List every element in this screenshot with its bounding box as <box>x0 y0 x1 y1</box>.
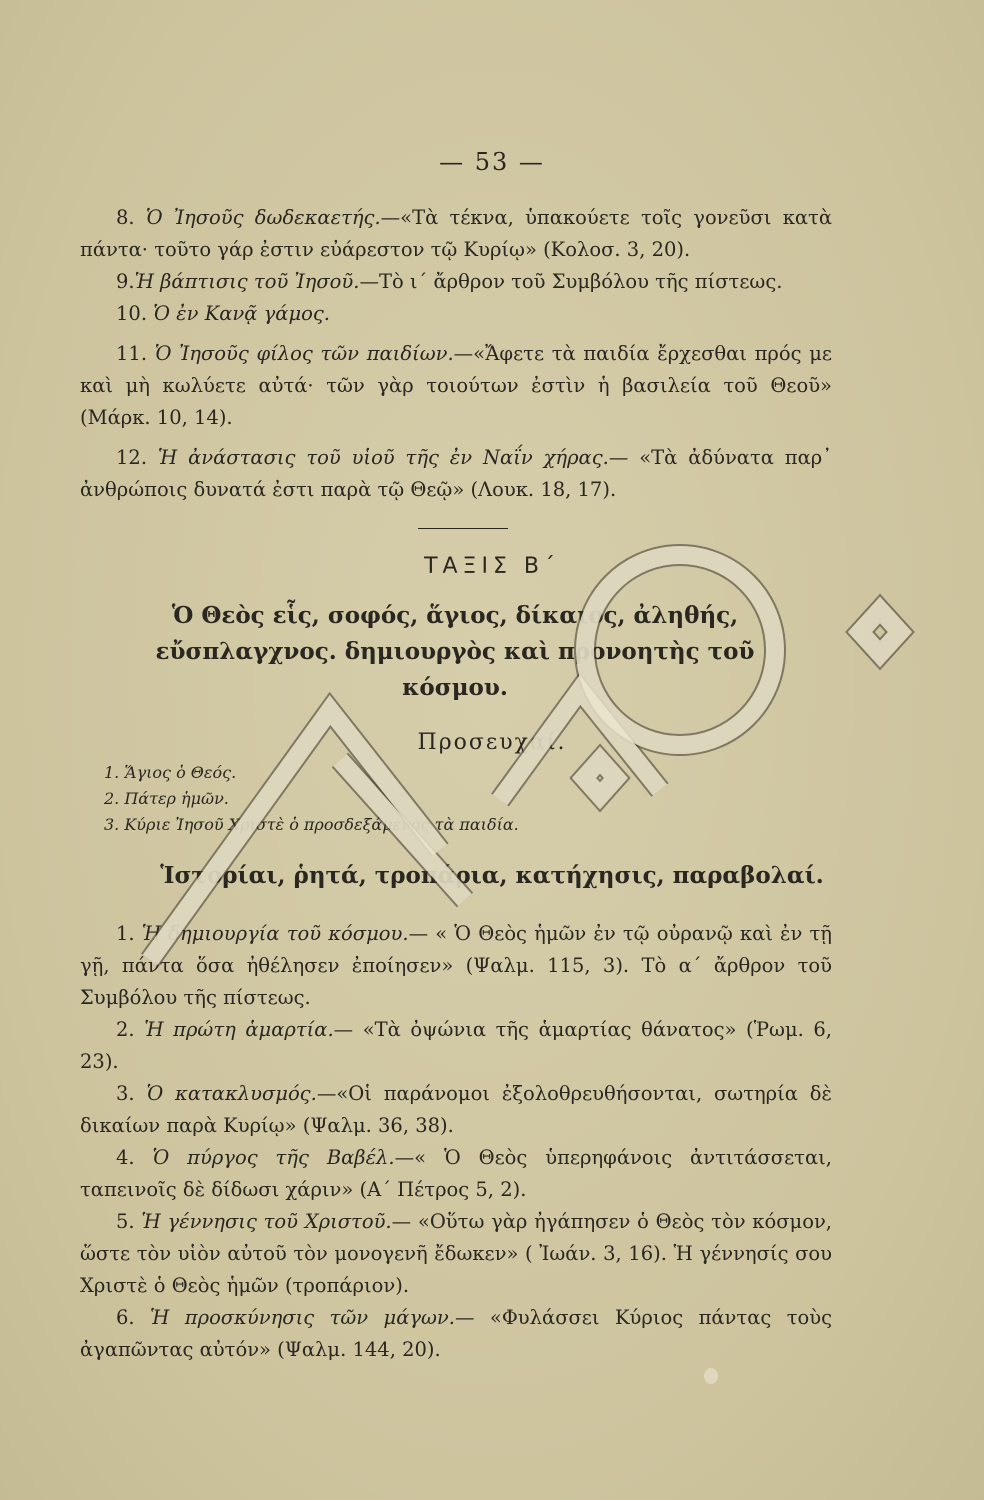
entry-10 <box>80 298 832 330</box>
entry-title: Ὁ Ἰησοῦς δωδεκαετής. <box>145 206 381 229</box>
section-title: ΤΑΞΙΣ Β΄ <box>424 554 560 579</box>
entry-6 <box>80 1302 832 1366</box>
entry-title: Ἡ γέννησις τοῦ Χριστοῦ. <box>141 1210 392 1233</box>
divider <box>418 528 508 529</box>
entry-num: 4. <box>116 1146 135 1169</box>
entry-num: 11. <box>116 342 148 365</box>
prayer-item: 2. Πάτερ ἡμῶν. <box>104 789 229 808</box>
stories-title: Ἱστορίαι, ῥητά, τροπάρια, κατήχησις, παραβολαί. <box>160 862 824 889</box>
entry-num: 8. <box>116 206 135 229</box>
entry-num: 12. <box>116 446 148 469</box>
entry-text: —«Οἱ παράνομοι ἐξολοθρευθήσονται, σωτηρία δὲ δικαίων παρὰ Κυρίῳ» (Ψαλμ. 36, 38). <box>80 1082 832 1137</box>
entry-num: 6. <box>116 1306 135 1329</box>
page-number: — 53 — <box>439 148 545 176</box>
entry-11 <box>80 338 832 434</box>
entry-title: Ἡ ἀνάστασις τοῦ υἱοῦ τῆς ἐν Ναΐν χήρας. <box>157 446 609 469</box>
entry-text: — «Οὕτω γὰρ ἠγάπησεν ὁ Θεὸς τὸν κόσμον, ὥστε τὸν υἱὸν αὐτοῦ τὸν μονογενῆ ἔδωκεν» ( Ἰωάν. 3, 16). Ἡ γέννησίς σου Χριστὲ ὁ Θεὸς ἡμῶν (τροπάριον). <box>80 1210 833 1297</box>
entry-text: —«Τὰ τέκνα, ὑπακούετε τοῖς γονεῦσι κατὰ πάντα· τοῦτο γάρ ἐστιν εὐάρεστον τῷ Κυρίῳ» (Κολοσ. 3, 20). <box>80 206 833 261</box>
entry-title: Ὁ πύργος τῆς Βαβέλ. <box>152 1146 395 1169</box>
entry-2 <box>80 1014 832 1078</box>
entry-3 <box>80 1078 832 1142</box>
prayers-title: Προσευχαί. <box>417 730 567 755</box>
prayers-list <box>104 760 519 838</box>
entry-num: 1. <box>116 922 135 945</box>
entry-text: — «Τὰ ὀψώνια τῆς ἁμαρτίας θάνατος» (Ῥωμ. 6, 23). <box>80 1018 833 1073</box>
entry-title: Ἡ προσκύνησις τῶν μάγων. <box>150 1306 455 1329</box>
entry-9 <box>80 266 832 298</box>
entry-title: Ὁ κατακλυσμός. <box>146 1082 317 1105</box>
entry-12 <box>80 442 832 506</box>
entry-5 <box>80 1206 832 1302</box>
entry-text: —« Ὁ Θεὸς ὑπερηφάνοις ἀντιτάσσεται, ταπεινοῖς δὲ δίδωσι χάριν» (Α΄ Πέτρος 5, 2). <box>80 1146 832 1201</box>
entry-num: 10. <box>116 302 148 325</box>
entry-num: 9. <box>116 270 135 293</box>
entry-num: 3. <box>116 1082 135 1105</box>
prayer-item: 1. Ἅγιος ὁ Θεός. <box>104 763 237 782</box>
entry-num: 2. <box>116 1018 135 1041</box>
entry-text: —Τὸ ι΄ ἄρθρον τοῦ Συμβόλου τῆς πίστεως. <box>359 270 783 293</box>
entry-title: Ὁ ἐν Κανᾷ γάμος. <box>153 302 331 325</box>
entry-num: 5. <box>116 1210 135 1233</box>
entry-title: Ἡ πρώτη ἁμαρτία. <box>144 1018 334 1041</box>
entry-text: — «Φυλάσσει Κύριος πάντας τοὺς ἀγαπῶντας αὐτόν» (Ψαλμ. 144, 20). <box>80 1306 832 1361</box>
entry-8 <box>80 202 832 266</box>
entry-text: — «Τὰ ἀδύνατα παρ᾽ ἀνθρώποις δυνατά ἐστι παρὰ τῷ Θεῷ» (Λουκ. 18, 17). <box>80 446 832 501</box>
entry-text: —«Ἄφετε τὰ παιδία ἔρχεσθαι πρός με καὶ μὴ κωλύετε αὐτά· τῶν γὰρ τοιούτων ἐστὶν ἡ βασιλεία τοῦ Θεοῦ» (Μάρκ. 10, 14). <box>80 342 833 429</box>
entry-4 <box>80 1142 832 1206</box>
entries-bottom <box>80 918 832 1366</box>
entry-title: Ὁ Ἰησοῦς φίλος τῶν παιδίων. <box>154 342 454 365</box>
paper-spot <box>704 1368 718 1384</box>
prayer-item: 3. Κύριε Ἰησοῦ Χριστὲ ὁ προσδεξάμενος τὰ παιδία. <box>104 815 519 834</box>
section-heading: Ὁ Θεὸς εἷς, σοφός, ἅγιος, δίκαιος, ἀληθής, εὔσπλαγχνος. δημιουργὸς καὶ προνοητὴς τοῦ κόσμου. <box>155 602 755 701</box>
entry-title: Ἡ βάπτισις τοῦ Ἰησοῦ. <box>134 270 360 293</box>
entry-1 <box>80 918 832 1014</box>
entry-text: — « Ὁ Θεὸς ἡμῶν ἐν τῷ οὐρανῷ καὶ ἐν τῇ γῇ, πάντα ὅσα ἠθέλησεν ἐποίησεν» (Ψαλμ. 115, 3). Τὸ α΄ ἄρθρον τοῦ Συμβόλου τῆς πίστεως. <box>80 922 832 1009</box>
entries-top <box>80 202 832 506</box>
entry-title: Ἡ δημιουργία τοῦ κόσμου. <box>141 922 409 945</box>
